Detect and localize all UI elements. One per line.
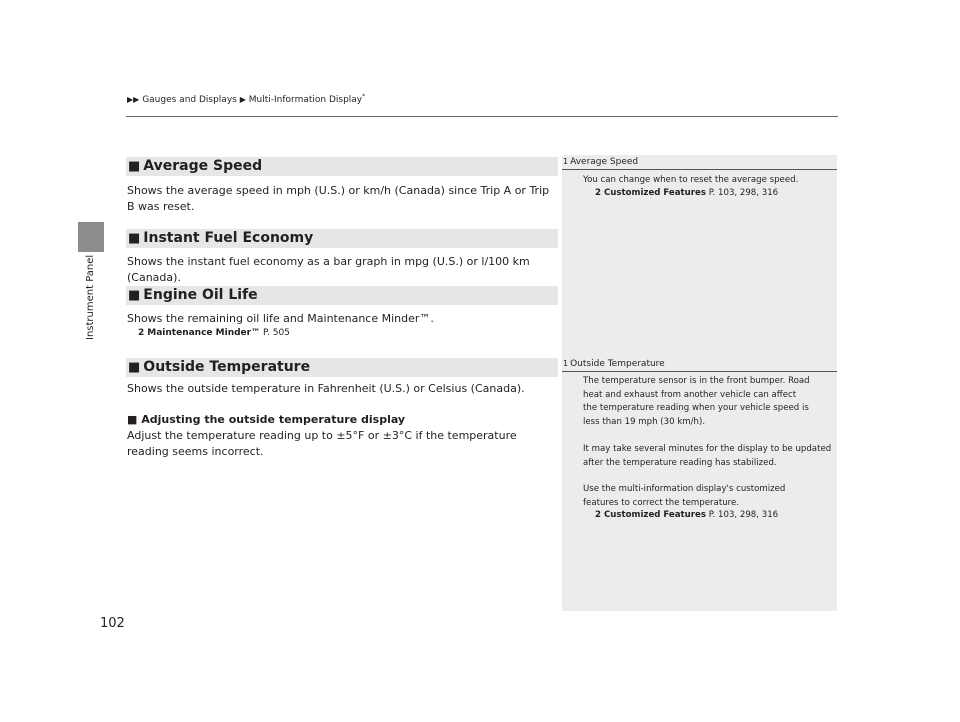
note-divider: [562, 371, 837, 372]
section-marker-icon: ■: [128, 231, 141, 246]
chapter-tab: [78, 222, 104, 252]
breadcrumb-multi-information-display[interactable]: Multi-Information Display: [248, 95, 363, 105]
section-heading-instant-fuel-economy: [126, 229, 558, 248]
xref-label: Customized Features: [603, 510, 706, 520]
note-outside-temp-para3: Use the multi-information display's customized features to correct the temperature.: [583, 484, 786, 508]
outside-temperature-description: Shows the outside temperature in Fahrenheit (U.S.) or Celsius (Canada).: [127, 382, 525, 395]
section-heading-text: Engine Oil Life: [143, 287, 258, 303]
note-title-average-speed: [563, 157, 638, 167]
note-title-outside-temperature: [563, 359, 665, 369]
breadcrumb-arrow-icon: ▶▶: [127, 95, 140, 104]
chapter-label: Instrument Panel: [85, 254, 96, 340]
xref-page: P. 505: [262, 328, 290, 338]
breadcrumb-separator-icon: ▶: [239, 95, 246, 104]
xref-label: Maintenance Minder™: [147, 328, 261, 338]
adjusting-temperature-heading: ■ Adjusting the outside temperature display: [127, 413, 406, 426]
instant-fuel-economy-description: Shows the instant fuel economy as a bar graph in mpg (U.S.) or l/100 km (Canada).: [127, 255, 530, 284]
page-number: 102: [100, 616, 125, 631]
xref-label: Customized Features: [603, 188, 706, 198]
average-speed-description: Shows the average speed in mph (U.S.) or km/h (Canada) since Trip A or Trip B was reset.: [127, 184, 550, 213]
section-heading-text: Outside Temperature: [143, 359, 311, 375]
footnote-star: *: [362, 93, 366, 100]
section-marker-icon: ■: [128, 360, 141, 375]
section-marker-icon: ■: [128, 288, 141, 303]
xref-page: P. 103, 298, 316: [708, 510, 779, 520]
note-divider: [562, 169, 837, 170]
section-heading-engine-oil-life: [126, 286, 558, 305]
note-title-text: Outside Temperature: [570, 359, 665, 369]
note-title-text: Average Speed: [570, 157, 639, 167]
note-icon: 1: [563, 157, 569, 166]
note-outside-temp-para2: It may take several minutes for the display to be updated after the temperature reading has stabilized.: [583, 444, 832, 468]
breadcrumb: [127, 93, 365, 105]
note-average-speed-text: You can change when to reset the average speed.: [583, 175, 799, 185]
section-marker-icon: ■: [128, 159, 141, 174]
cross-reference-icon: 2: [595, 188, 601, 198]
cross-reference-icon: 2: [595, 510, 601, 520]
section-heading-text: Average Speed: [143, 158, 263, 174]
cross-reference-icon: 2: [138, 328, 145, 338]
section-heading-outside-temperature: [126, 358, 558, 377]
maintenance-minder-link[interactable]: [138, 328, 290, 338]
header-divider: [126, 116, 838, 117]
customized-features-link[interactable]: [595, 188, 778, 198]
adjusting-temperature-description: Adjust the temperature reading up to ±5°F or ±3°C if the temperature reading seems incorrect.: [127, 429, 517, 458]
section-heading-text: Instant Fuel Economy: [143, 230, 314, 246]
note-outside-temp-para1: The temperature sensor is in the front bumper. Road heat and exhaust from another vehicle can affect the temperature reading when your vehicle speed is less than 19 mph (30 km/h).: [583, 376, 810, 427]
customized-features-link[interactable]: [595, 510, 778, 520]
xref-page: P. 103, 298, 316: [708, 188, 779, 198]
note-icon: 1: [563, 359, 569, 368]
engine-oil-life-description: Shows the remaining oil life and Maintenance Minder™.: [127, 312, 434, 325]
breadcrumb-gauges-and-displays[interactable]: Gauges and Displays: [142, 95, 237, 105]
section-heading-average-speed: [126, 157, 558, 176]
